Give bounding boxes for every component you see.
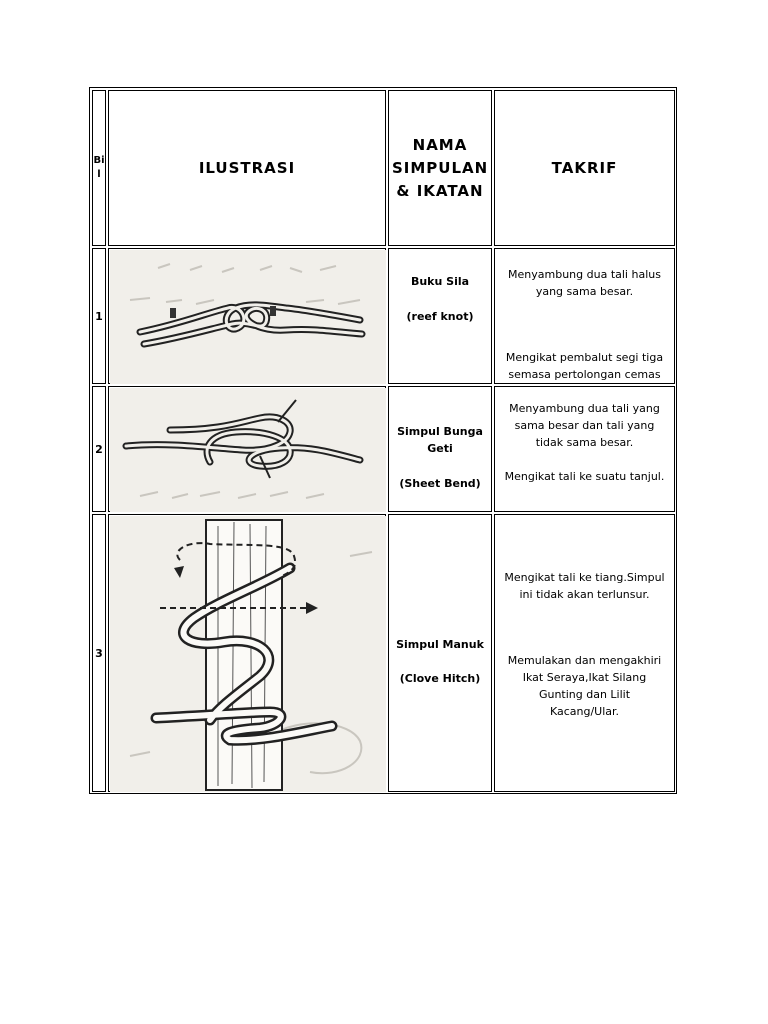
knot-name-english: (reef knot): [406, 310, 474, 323]
row-number: [92, 386, 106, 512]
row-number: [92, 514, 106, 792]
row-number-label: 1: [95, 309, 103, 323]
illustration-cell: [108, 248, 386, 384]
knot-name-cell: [388, 248, 492, 384]
reef-knot-illustration: [110, 250, 386, 384]
header-bil: [92, 90, 106, 246]
header-takrif: [494, 90, 675, 246]
definition-cell: [494, 514, 675, 792]
knot-name-cell: [388, 514, 492, 792]
header-bil-label: Bi l: [93, 155, 105, 180]
illustration-cell: [108, 386, 386, 512]
definition-secondary: Mengikat tali ke suatu tanjul.: [504, 470, 665, 483]
definition-primary: Mengikat tali ke tiang.Simpul ini tidak akan terlunsur.: [504, 571, 665, 601]
knot-name-cell: [388, 386, 492, 512]
definition-cell: [494, 248, 675, 384]
row-number-label: 2: [95, 442, 103, 456]
knot-name: Simpul Manuk: [396, 638, 484, 651]
row-number-label: 3: [95, 646, 103, 660]
header-nama: [388, 90, 492, 246]
row-number: [92, 248, 106, 384]
knot-name: Buku Sila: [410, 275, 470, 288]
clove-hitch-illustration: [110, 516, 386, 792]
knot-name: Simpul Bunga Geti: [397, 425, 483, 455]
definition-cell: [494, 386, 675, 512]
definition-secondary: Mengikat pembalut segi tiga semasa pertolongan cemas: [505, 351, 664, 381]
knot-name-english: (Sheet Bend): [399, 477, 481, 490]
definition-primary: Menyambung dua tali halus yang sama besar.: [508, 268, 661, 298]
header-ilustrasi-label: ILUSTRASI: [198, 158, 296, 177]
header-takrif-label: TAKRIF: [551, 158, 618, 177]
definition-primary: Menyambung dua tali yang sama besar dan tali yang tidak sama besar.: [509, 402, 660, 449]
header-ilustrasi: [108, 90, 386, 246]
header-nama-label: NAMA SIMPULAN & IKATAN: [392, 135, 489, 200]
definition-secondary: Memulakan dan mengakhiri Ikat Seraya,Ikat Silang Gunting dan Lilit Kacang/Ular.: [507, 654, 662, 718]
sheet-bend-illustration: [110, 388, 386, 512]
illustration-cell: [108, 514, 386, 792]
knot-name-english: (Clove Hitch): [399, 672, 481, 685]
